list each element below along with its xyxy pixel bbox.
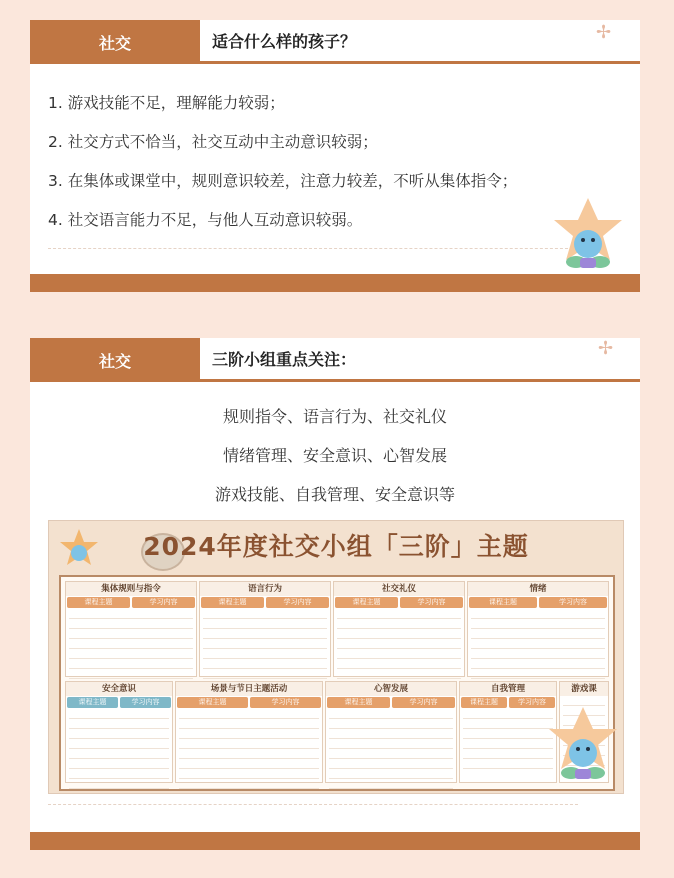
star-mascot-illustration: [546, 190, 630, 280]
col-label: 学习内容: [120, 697, 171, 708]
focus-line: 游戏技能、自我管理、安全意识等: [214, 485, 455, 504]
col-label: 学习内容: [539, 597, 607, 608]
list-item: 1. 游戏技能不足，理解能力较弱；: [48, 94, 285, 112]
footer-bar: [30, 274, 640, 292]
footer-bar: [30, 832, 640, 850]
curriculum-poster: [48, 520, 624, 794]
topic-block: [65, 581, 197, 677]
col-label: 课程主题: [67, 597, 130, 608]
topic-block: [65, 681, 173, 783]
section-tag: 社交: [30, 338, 200, 382]
list-item: 2. 社交方式不恰当，社交互动中主动意识较弱；: [48, 133, 378, 151]
col-label: 课程主题: [201, 597, 264, 608]
col-label: 课程主题: [469, 597, 537, 608]
block-title: 社交礼仪: [334, 582, 464, 596]
col-label: 学习内容: [266, 597, 329, 608]
dashed-divider: [48, 804, 578, 805]
col-label: 课程主题: [67, 697, 118, 708]
topic-block: [175, 681, 323, 783]
col-label: 学习内容: [509, 697, 555, 708]
topic-block: [333, 581, 465, 677]
block-title: 情绪: [468, 582, 608, 596]
poster-grid: [59, 575, 615, 791]
block-title: 游戏课: [560, 682, 608, 696]
poster-title: 2024年度社交小组「三阶」主题: [143, 532, 529, 561]
topic-block: [199, 581, 331, 677]
topic-block: [467, 581, 609, 677]
col-label: 学习内容: [400, 597, 463, 608]
header-underline: [200, 61, 640, 64]
section-title: 三阶小组重点关注：: [212, 350, 357, 369]
section-tag: 社交: [30, 20, 200, 64]
section-header: [30, 20, 640, 64]
dashed-divider: [48, 248, 578, 249]
section-title: 适合什么样的孩子？: [212, 32, 357, 51]
block-title: 心智发展: [326, 682, 456, 696]
col-label: 学习内容: [250, 697, 321, 708]
section-card-target-children: [30, 20, 640, 292]
block-title: 安全意识: [66, 682, 172, 696]
section-header: [30, 338, 640, 382]
list-item: 4. 社交语言能力不足，与他人互动意识较弱。: [48, 211, 363, 229]
block-title: 场景与节日主题活动: [176, 682, 322, 696]
header-underline: [200, 379, 640, 382]
topic-block: [325, 681, 457, 783]
col-label: 课程主题: [177, 697, 248, 708]
col-label: 学习内容: [392, 697, 455, 708]
sparkle-icon: ✢: [596, 22, 612, 43]
col-label: 学习内容: [132, 597, 195, 608]
block-title: 集体规则与指令: [66, 582, 196, 596]
col-label: 课程主题: [335, 597, 398, 608]
criteria-list: [48, 84, 517, 240]
block-title: 自我管理: [460, 682, 556, 696]
list-item: 3. 在集体或课堂中，规则意识较差，注意力较差，不听从集体指令；: [48, 172, 518, 190]
block-title: 语言行为: [200, 582, 330, 596]
col-label: 课程主题: [461, 697, 507, 708]
focus-line: 规则指令、语言行为、社交礼仪: [222, 407, 447, 426]
star-mascot-illustration: [541, 699, 625, 793]
focus-line: 情绪管理、安全意识、心智发展: [222, 446, 447, 465]
col-label: 课程主题: [327, 697, 390, 708]
sparkle-icon: ✢: [598, 338, 614, 359]
